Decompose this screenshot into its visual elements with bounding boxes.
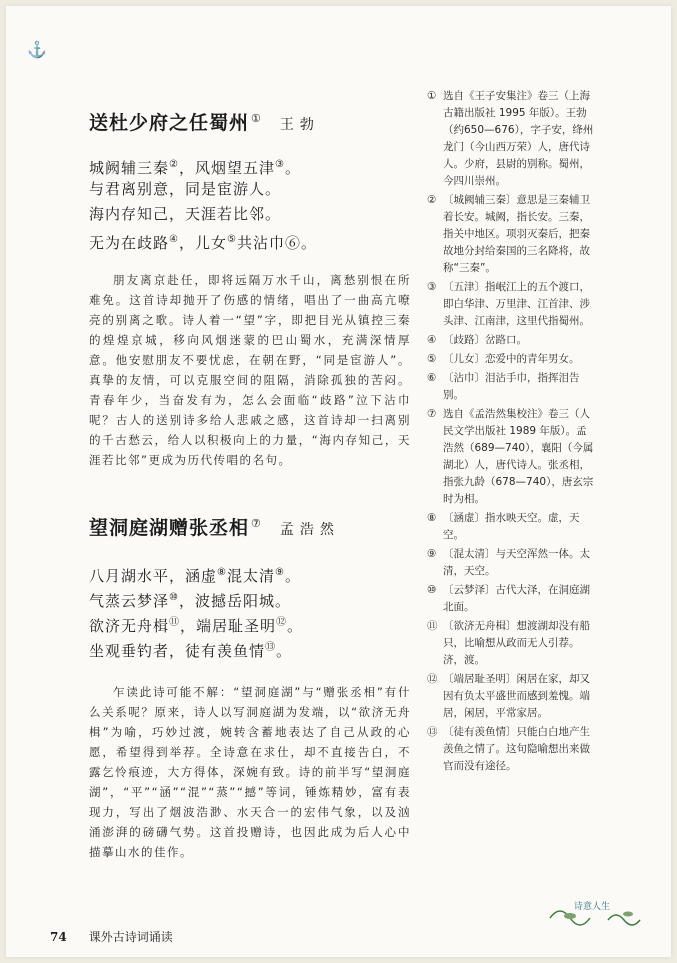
footnote-item [427, 582, 597, 616]
note-ref: ⑧ [217, 567, 227, 578]
poem1-author: 王勃 [279, 117, 320, 133]
line-text: 八月湖水平，涵虚 [89, 567, 218, 585]
footnote-number: ⑫ [427, 673, 438, 685]
footnote-number: ⑨ [427, 548, 437, 560]
note-ref: ④ [169, 234, 179, 245]
note-ref: ⑪ [169, 617, 181, 628]
line-text: 坐观垂钓者，徒有羡鱼情 [89, 642, 266, 660]
book-title: 课外古诗词诵读 [88, 930, 173, 944]
logo-text: 诗意人生 [574, 902, 611, 912]
logo-graphic [548, 894, 650, 930]
footnote-number: ⑦ [427, 408, 437, 420]
line-text: 。 [276, 642, 293, 660]
note-ref: ⑬ [265, 642, 277, 653]
poem2-commentary: 乍读此诗可能不解：“望洞庭湖”与“赠张丞相”有什么关系呢？原来，诗人以写洞庭湖为发端，以“欲济无舟楫”为喻，巧妙过渡，婉转含蓄地表达了自己从政的心愿，希望得到举荐。全诗意在求仕，却不直接告白，不露乞怜痕迹，大方得体，深婉有致。诗的前半写“望洞庭湖”，“平”“涵”“混”“蒸”“撼”等词，锤炼精妙，富有表现力，写出了烟波浩渺、水天合一的宏伟气象，以及汹涌澎湃的磅礴气势。这首投赠诗，也因此成为后人心中描摹山水的佳作。 [89, 685, 411, 859]
footnote-text: 〔混太清〕与天空浑然一体。太清，天空。 [443, 548, 590, 577]
poem1-commentary: 朋友离京赴任，即将远隔万水千山，离愁别恨在所难免。这首诗却抛开了伤感的情绪，唱出了一曲高亢嘹亮的别离之歌。诗人着一“望”字，即把目光从镇控三秦的煌煌京城，移向风烟迷蒙的巴山蜀水，充满深情厚意。他安慰朋友不要忧虑，在朝在野，“同是宦游人”。真挚的友情，可以克服空间的阻隔，消除孤独的苦闷。青春年少，当奋发有为，怎么会面临“歧路”泣下沾巾呢？古人的送别诗多给人悲戚之感，这首诗却一扫离别的千古愁云，给人以积极向上的力量，“海内存知己，天涯若比邻”更成为历代传唱的名句。 [89, 273, 411, 467]
footnote-number: ⑩ [427, 584, 437, 596]
footnote-item [427, 279, 597, 330]
footnote-number: ⑧ [427, 512, 437, 524]
footnote-text: 〔歧路〕岔路口。 [443, 334, 527, 346]
line-text: 。 [284, 159, 301, 177]
footnote-item [427, 88, 597, 190]
footnote-text: 〔儿女〕恋爱中的青年男女。 [443, 353, 580, 365]
poem-line [89, 635, 303, 660]
line-text: 共沾巾⑥。 [236, 234, 317, 252]
footnote-text: 〔城阙辅三秦〕意思是三秦辅卫着长安。城阙，指长安。三秦，指关中地区。项羽灭秦后，把秦故地分封给秦国的三名降将，故称“三秦”。 [443, 194, 590, 274]
poem-line [89, 227, 317, 252]
line-text: 与君离别意，同是宦游人。 [89, 180, 282, 198]
poem2-author: 孟浩然 [279, 522, 340, 538]
note-ref: ② [169, 159, 179, 170]
line-text: ，波撼岳阳城。 [178, 592, 291, 610]
footnote-text: 选自《王子安集注》卷三（上海古籍出版社 1995 年版）。王勃（约650—676），字子安，绛州龙门（今山西万荣）人，唐代诗人。少府，县尉的别称。蜀州，今四川崇州。 [443, 90, 594, 187]
line-text: ，端居耻圣明 [180, 617, 277, 635]
footnote-item [427, 724, 597, 775]
page-footer [50, 928, 173, 945]
line-text: 海内存知己，天涯若比邻。 [89, 205, 282, 223]
line-text: ，风烟望五津 [178, 159, 275, 177]
footnote-item [427, 546, 597, 580]
line-text: 气蒸云梦泽 [89, 592, 170, 610]
footnote-item [427, 332, 597, 349]
poem-line [89, 202, 317, 227]
line-text: 混太清 [226, 567, 275, 585]
poem1-title [89, 108, 320, 135]
footnote-item [427, 671, 597, 722]
footnote-text: 〔欲济无舟楫〕想渡湖却没有船只，比喻想从政而无人引荐。济，渡。 [443, 620, 590, 666]
footnote-number: ③ [427, 281, 437, 293]
footnote-number: ⑤ [427, 353, 437, 365]
note-ref: ⑤ [227, 234, 237, 245]
footnote-number: ④ [427, 334, 437, 346]
footnote-item [427, 618, 597, 669]
poem2-title [89, 513, 340, 540]
note-ref: ⑨ [275, 567, 285, 578]
logo-image [548, 894, 650, 930]
note-ref: ③ [275, 159, 285, 170]
note-ref: ⑩ [169, 592, 179, 603]
footnote-text: 〔涵虚〕指水映天空。虚，天空。 [443, 512, 580, 541]
footnote-number: ① [427, 90, 437, 102]
poem2-lines [89, 560, 303, 660]
line-text: 。 [287, 617, 304, 635]
footnote-text: 选自《孟浩然集校注》卷三（人民文学出版社 1989 年版）。孟浩然（689—740），襄阳（今属湖北）人，唐代诗人。张丞相，指张九龄（678—740），唐玄宗时为相。 [443, 408, 594, 505]
line-text: 城阙辅三秦 [89, 159, 170, 177]
line-text: ，儿女 [178, 234, 227, 252]
line-text: 。 [284, 567, 301, 585]
footnote-number: ② [427, 194, 437, 206]
poem1-lines [89, 152, 317, 252]
poem-line [89, 152, 317, 177]
footnote-item [427, 406, 597, 508]
footnote-number: ⑥ [427, 372, 437, 384]
footnote-text: 〔端居耻圣明〕闲居在家，却又因有负太平盛世而感到羞愧。端居，闲居，平常家居。 [443, 673, 590, 719]
line-text: 无为在歧路 [89, 234, 170, 252]
poem-line [89, 585, 303, 610]
footnote-text: 〔五津〕指岷江上的五个渡口，即白华津、万里津、江首津、涉头津、江南津，这里代指蜀州。 [443, 281, 590, 327]
anchor-icon: ⚓ [27, 40, 47, 59]
poem1-note-ref: ① [251, 111, 262, 125]
poem-line [89, 610, 303, 635]
poem1-title-text: 送杜少府之任蜀州 [89, 112, 250, 134]
footnote-text: 〔沾巾〕泪沾手巾，指挥泪告别。 [443, 372, 580, 401]
footnote-item [427, 351, 597, 368]
footnote-item [427, 510, 597, 544]
poem2-note-ref: ⑦ [251, 516, 262, 530]
poem2-title-text: 望洞庭湖赠张丞相 [89, 517, 250, 539]
footnote-item [427, 370, 597, 404]
notes-column [427, 88, 597, 777]
line-text: 欲济无舟楫 [89, 617, 170, 635]
note-ref: ⑫ [276, 617, 288, 628]
page-number: 74 [50, 930, 67, 944]
footnote-text: 〔云梦泽〕古代大泽，在洞庭湖北面。 [443, 584, 590, 613]
poem-line [89, 560, 303, 585]
footnote-item [427, 192, 597, 277]
footnote-number: ⑬ [427, 726, 438, 738]
footnote-text: 〔徒有羡鱼情〕只能白白地产生羡鱼之情了。这句隐喻想出来做官而没有途径。 [443, 726, 590, 772]
poem-line [89, 177, 317, 202]
footnote-number: ⑪ [427, 620, 438, 632]
